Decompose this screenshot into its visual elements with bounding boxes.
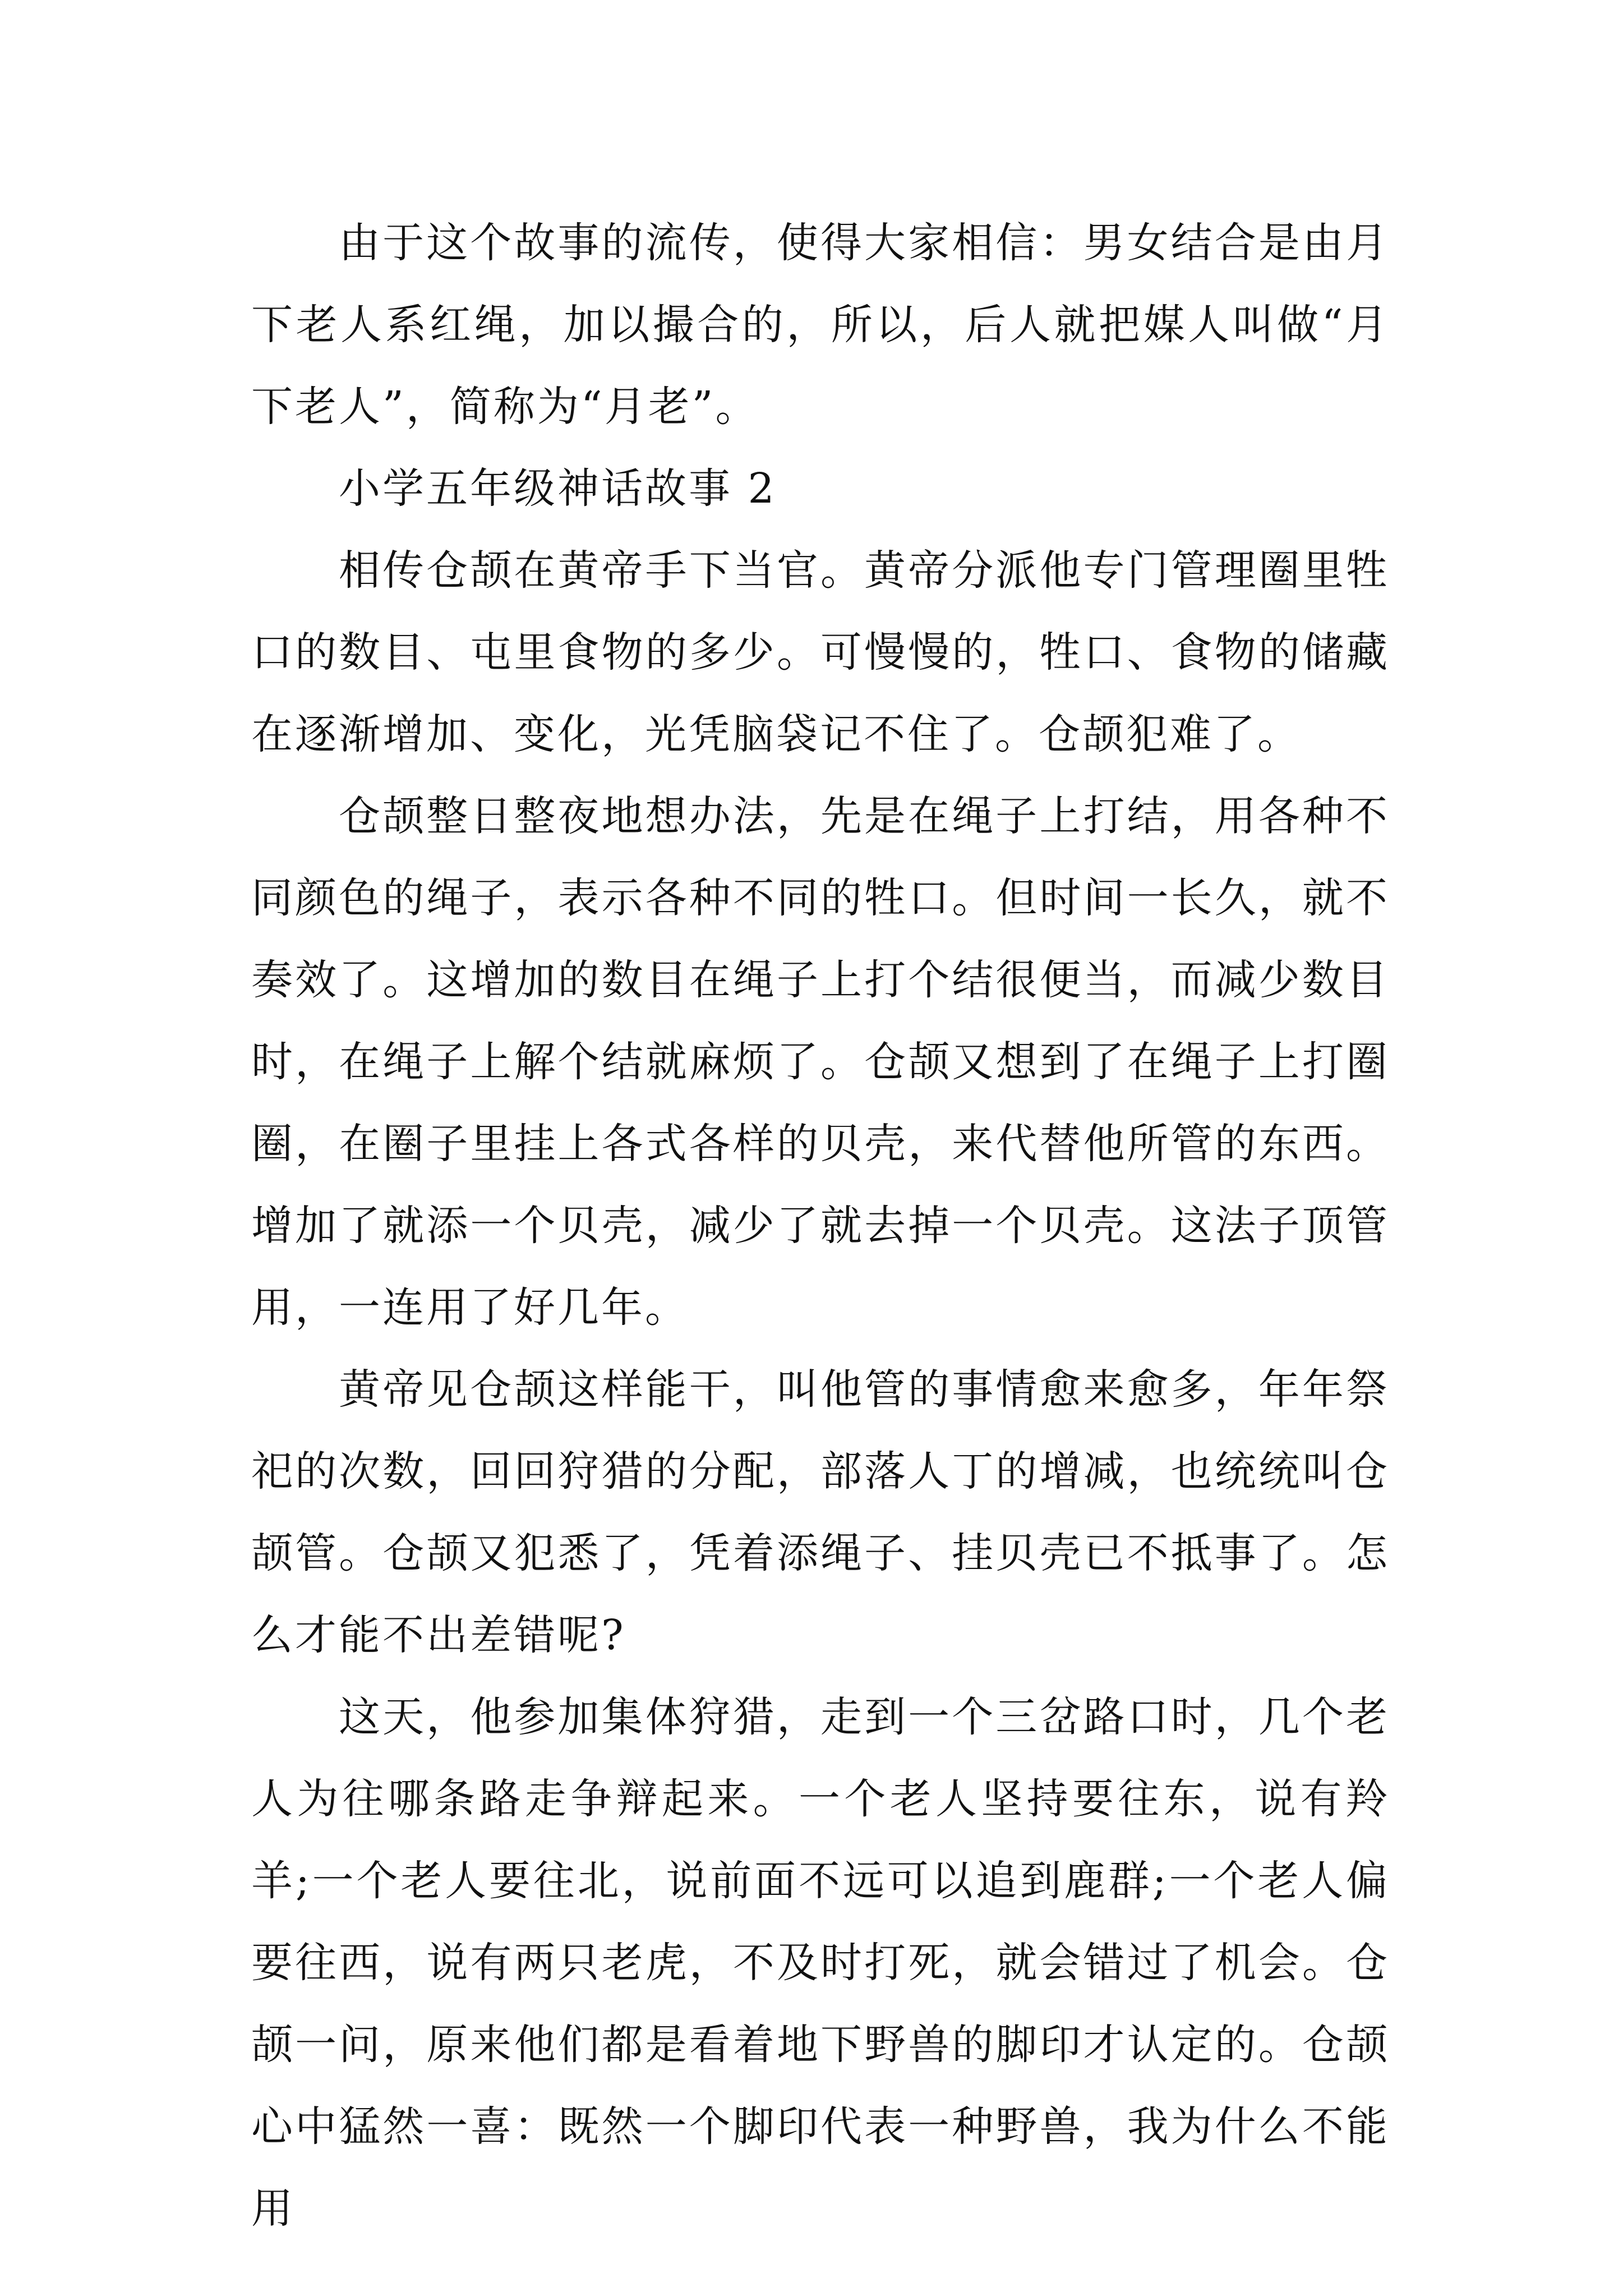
section-title: 小学五年级神话故事 2 — [339, 464, 777, 513]
document-body — [251, 202, 1390, 2249]
paragraph-3: 仓颉整日整夜地想办法，先是在绳子上打结，用各种不同颜色的绳子，表示各种不同的牲口。但时间一长久，就不奏效了。这增加的数目在绳子上打个结很便当，而减少数目时，在绳子上解个结就麻烦了。仓颉又想到了在绳子上打圈圈，在圈子里挂上各式各样的贝壳，来代替他所管的东西。增加了就添一个贝壳，减少了就去掉一个贝壳。这法子顶管用，一连用了好几年。 — [251, 792, 1390, 1332]
paragraph-5: 这天，他参加集体狩猎，走到一个三岔路口时，几个老人为往哪条路走争辩起来。一个老人坚持要往东，说有羚羊;一个老人要往北，说前面不远可以追到鹿群;一个老人偏要往西，说有两只老虎，不及时打死，就会错过了机会。仓颉一问，原来他们都是看着地下野兽的脚印才认定的。仓颉心中猛然一喜：既然一个脚印代表一种野兽，我为什么不能用 — [251, 1693, 1390, 2233]
paragraph-4: 黄帝见仓颉这样能干，叫他管的事情愈来愈多，年年祭祀的次数，回回狩猎的分配，部落人丁的增减，也统统叫仓颉管。仓颉又犯悉了，凭着添绳子、挂贝壳已不抵事了。怎么才能不出差错呢? — [251, 1365, 1390, 1659]
paragraph-1: 由于这个故事的流传，使得大家相信：男女结合是由月下老人系红绳，加以撮合的，所以，后人就把媒人叫做“月下老人”，简称为“月老”。 — [251, 219, 1390, 431]
paragraph-2: 相传仓颉在黄帝手下当官。黄帝分派他专门管理圈里牲口的数目、屯里食物的多少。可慢慢的，牲口、食物的储藏在逐渐增加、变化，光凭脑袋记不住了。仓颉犯难了。 — [251, 546, 1390, 758]
